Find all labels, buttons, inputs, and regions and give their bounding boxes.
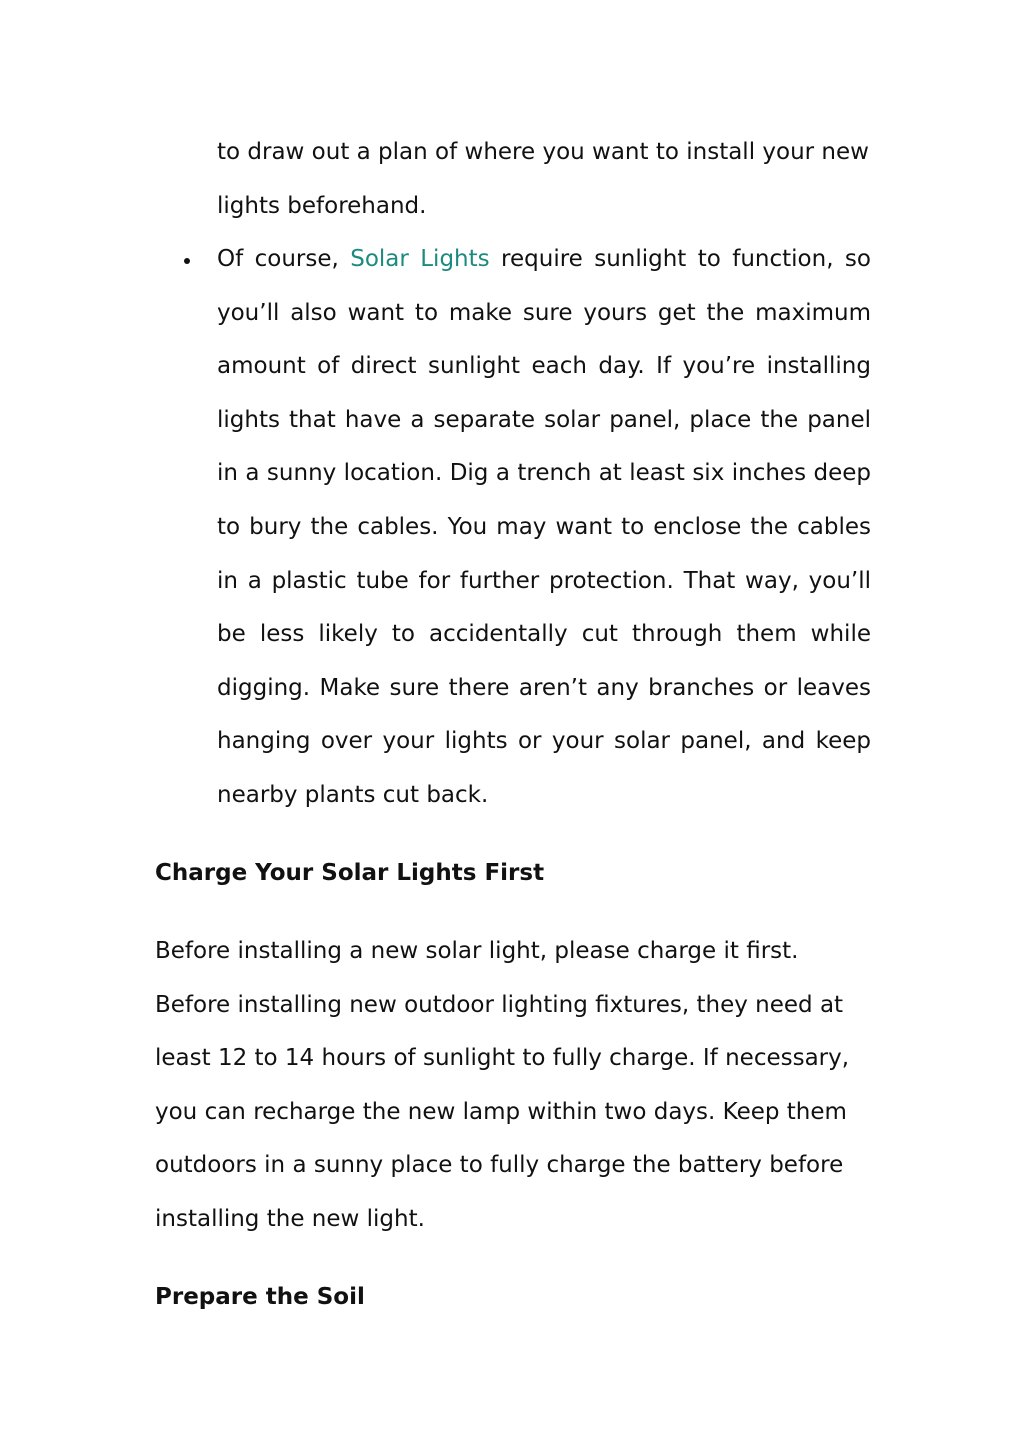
section-heading-soil: Prepare the Soil (155, 1284, 365, 1310)
solar-lights-link[interactable]: Solar Lights (350, 246, 490, 272)
bullet-text: require sunlight to function, so you’ll also want to make sure yours get the maximum amount of direct sunlight each day. If you’re installing lights that have a separate solar panel, place the panel in a sunny location. Dig a trench at least six inches deep to bury the cables. You may want to enclose the cables in a plastic tube for further protection. That way, you’ll be less likely to accidentally cut through them while digging. Make sure there aren’t any branches or leaves hanging over your lights or your solar panel, and keep nearby plants cut back. (217, 246, 871, 808)
section-heading-charge: Charge Your Solar Lights First (155, 860, 545, 886)
bullet-dot-icon (184, 258, 190, 264)
bullet-prefix: Of course, (217, 246, 351, 272)
continued-bullet-text: to draw out a plan of where you want to install your new lights beforehand. (217, 139, 869, 219)
section-paragraph-charge: Before installing a new solar light, please charge it first. Before installing new outdoor lighting fixtures, they need at least 12 to 14 hours of sunlight to fully charge. If necessary, you can recharge the new lamp within two days. Keep them outdoors in a sunny place to fully charge the battery before installing the new light. (155, 938, 850, 1232)
bullet-item (217, 233, 871, 823)
